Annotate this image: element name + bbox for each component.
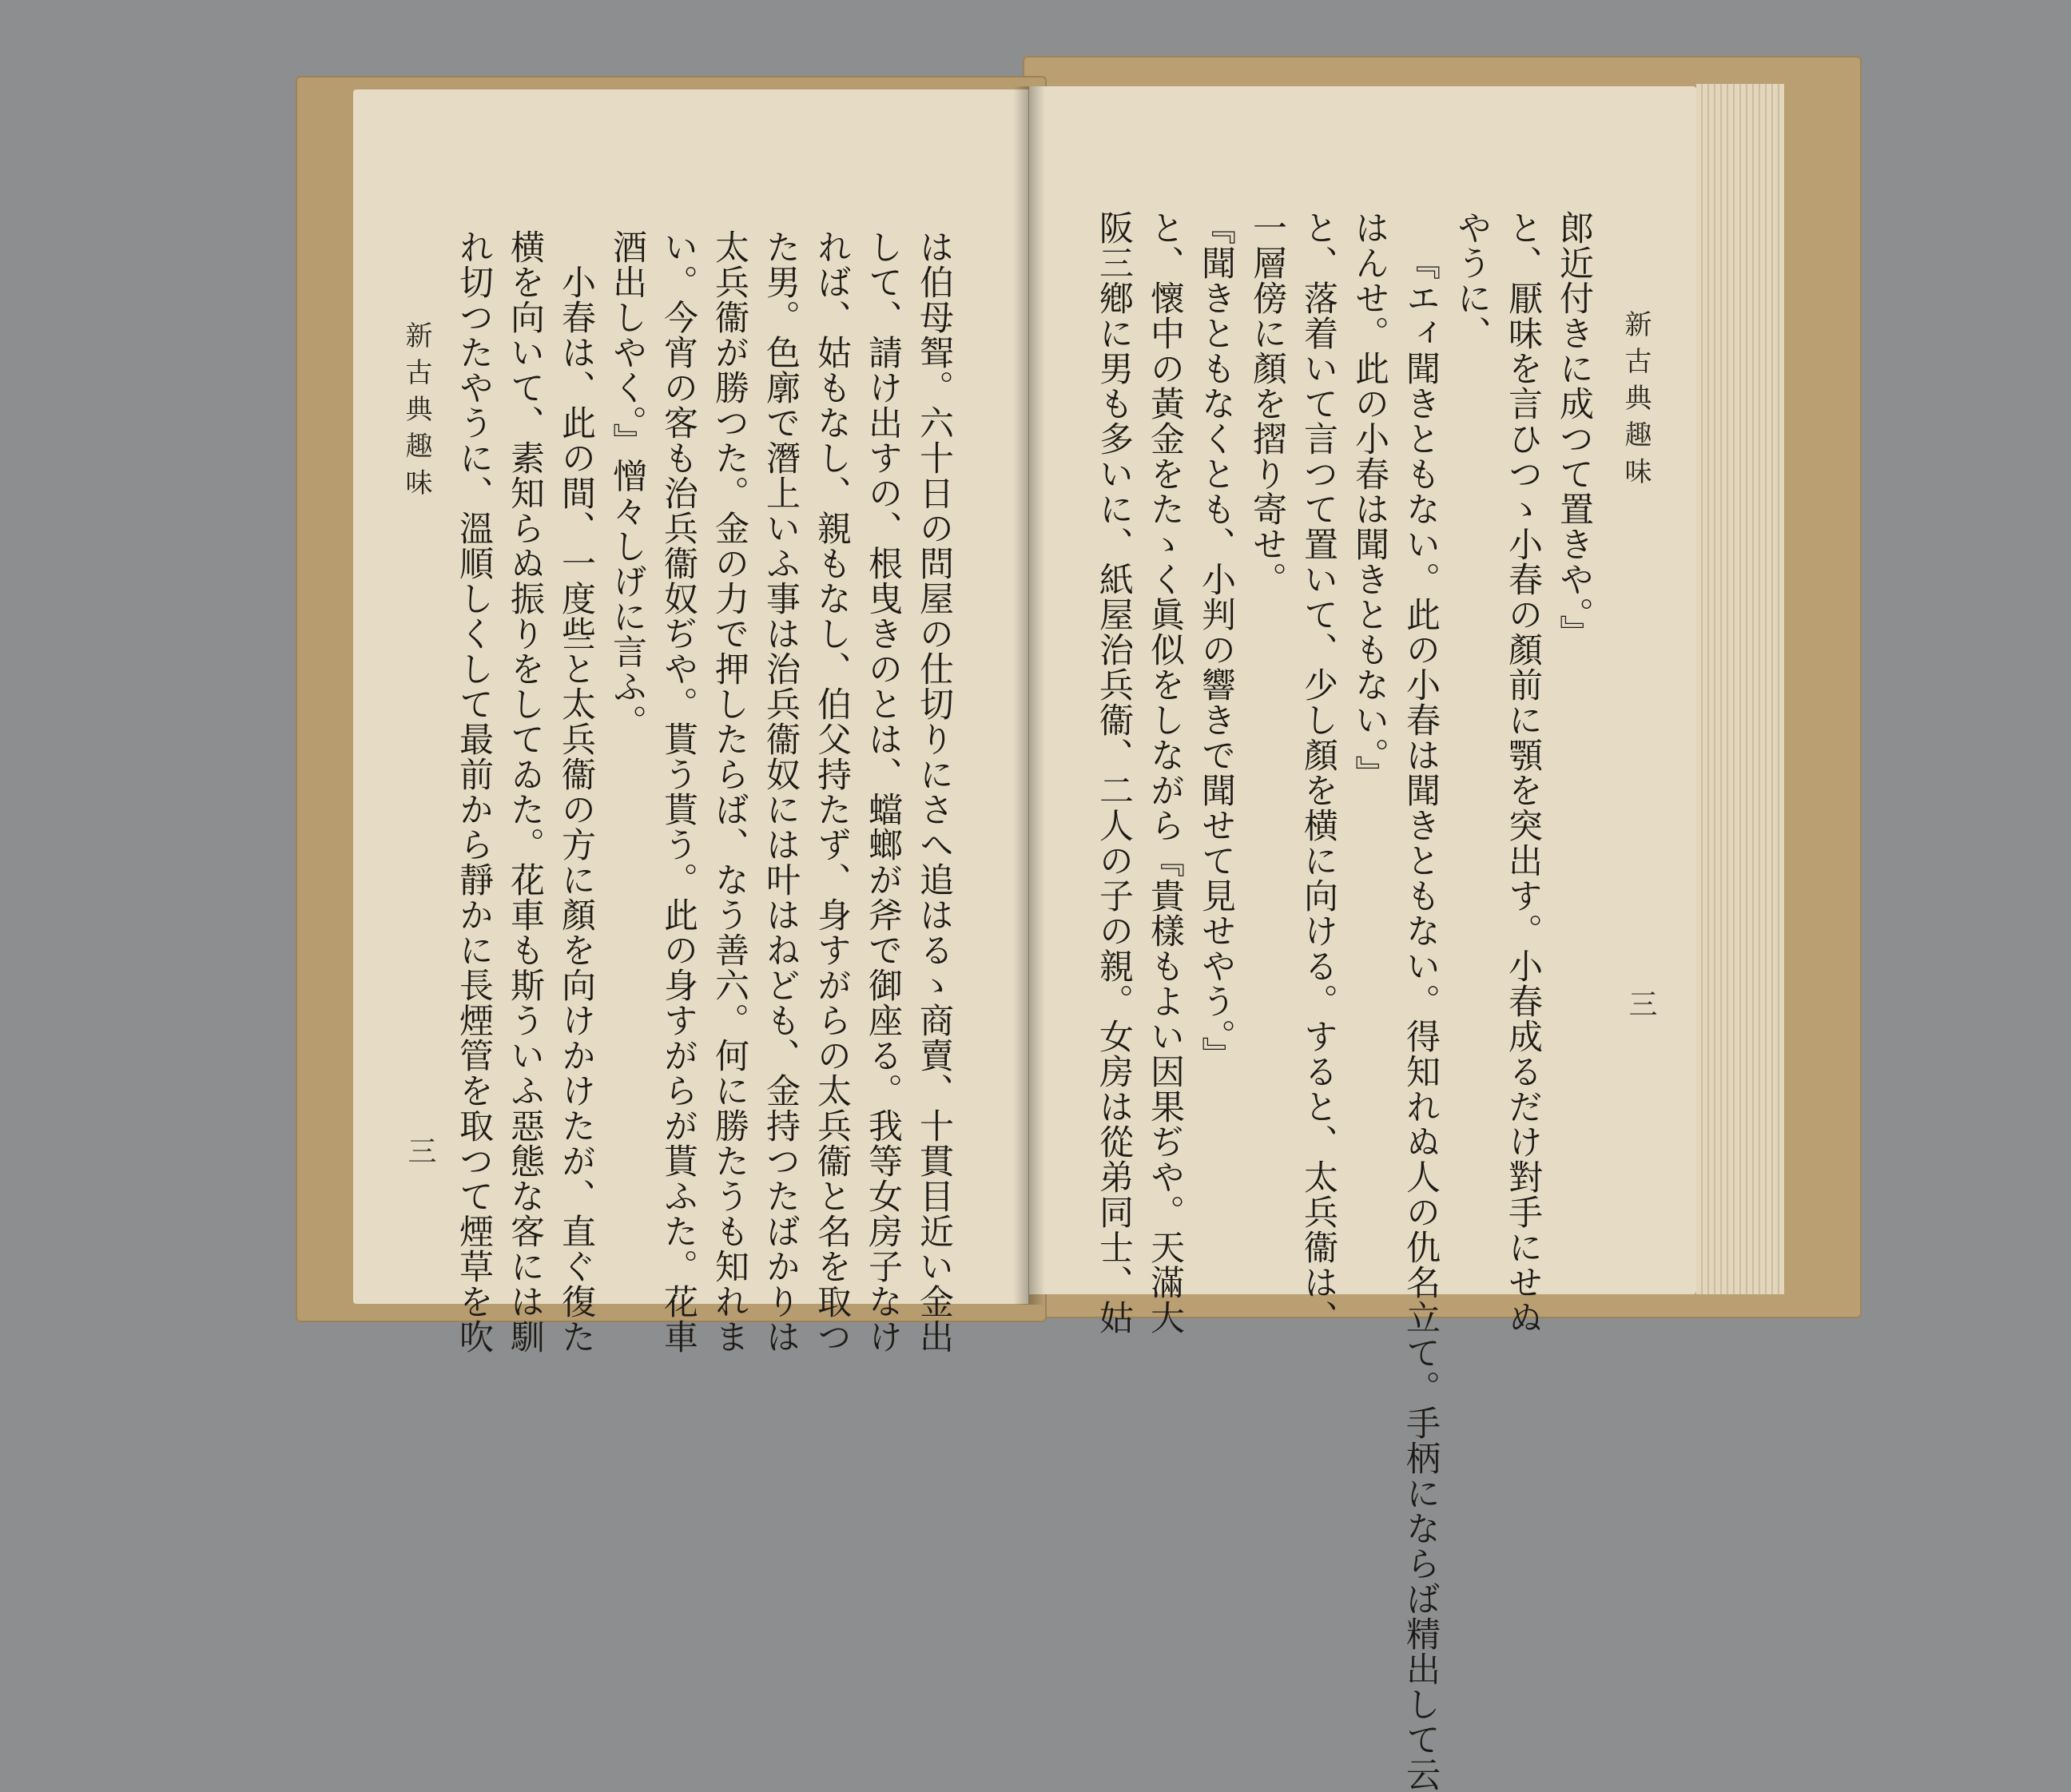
text-column: 『エィ聞きともない。此の小春は聞きともない。得知れぬ人の仇名立て。手柄にならば精出して云: [1401, 245, 1441, 1792]
text-column: れ切つたやうに、溫順しくして最前から靜かに長煙管を取つて煙草を吹: [454, 229, 494, 1354]
right-page: [1029, 86, 1696, 1792]
book-gutter: [1013, 86, 1045, 1305]
text-column: と、厭味を言ひつゝ小春の顏前に顎を突出す。小春成るだけ對手にせぬ: [1503, 210, 1543, 1335]
text-column: やうに、: [1452, 210, 1492, 351]
right-running-head: 新古典趣味: [1620, 310, 1652, 494]
text-column: た男。色廓で潛上いふ事は治兵衞奴には叶はねども、金持つたばかりは: [761, 229, 801, 1354]
text-column: は伯母聟。六十日の問屋の仕切りにさへ追はるゝ商賣、十貫目近い金出: [914, 229, 954, 1354]
text-column: 『聞きともなくとも、小判の響きで聞せて見せやう。』: [1196, 210, 1236, 1072]
text-column: 一層傍に顏を摺り寄せ。: [1247, 210, 1287, 597]
text-column: れば、姑もなし、親もなし、伯父持たず、身すがらの太兵衞と名を取つ: [812, 229, 852, 1354]
text-column: 郎近付きに成つて置きや。』: [1554, 210, 1594, 650]
text-column: 太兵衞が勝つた。金の力で押したらば、なう善六。何に勝たうも知れま: [710, 229, 749, 1354]
text-column: と、落着いて言つて置いて、少し顏を横に向ける。すると、太兵衞は、: [1298, 210, 1338, 1335]
text-column: 阪三鄕に男も多いに、紙屋治兵衞、二人の子の親。女房は從弟同士、姑: [1094, 210, 1134, 1335]
text-column: と、懷中の黃金をたゝく眞似をしながら『貴樣もよい因果ぢや。天滿大: [1145, 210, 1185, 1335]
left-page: [353, 89, 1028, 1354]
text-column: 横を向いて、素知らぬ振りをしてゐた。花車も斯ういふ惡態な客には馴: [505, 229, 545, 1354]
page-edges: [1696, 84, 1784, 1294]
text-column: して、請け出すの、根曳きのとは、蟷螂が斧で御座る。我等女房子なけ: [863, 229, 903, 1354]
right-page-number: 三: [1624, 989, 1657, 1018]
text-column: 酒出しやく。』憎々しげに言ふ。: [607, 229, 647, 740]
text-column: はんせ。此の小春は聞きともない。』: [1350, 210, 1389, 791]
text-column: 小春は、此の間、一度些と太兵衞の方に顏を向けかけたが、直ぐ復た: [556, 264, 596, 1354]
left-page-number: 三: [403, 1136, 436, 1165]
left-running-head: 新古典趣味: [400, 321, 432, 505]
text-column: い。今宵の客も治兵衞奴ぢや。貰う貰う。此の身すがらが貰ふた。花車: [658, 229, 698, 1354]
